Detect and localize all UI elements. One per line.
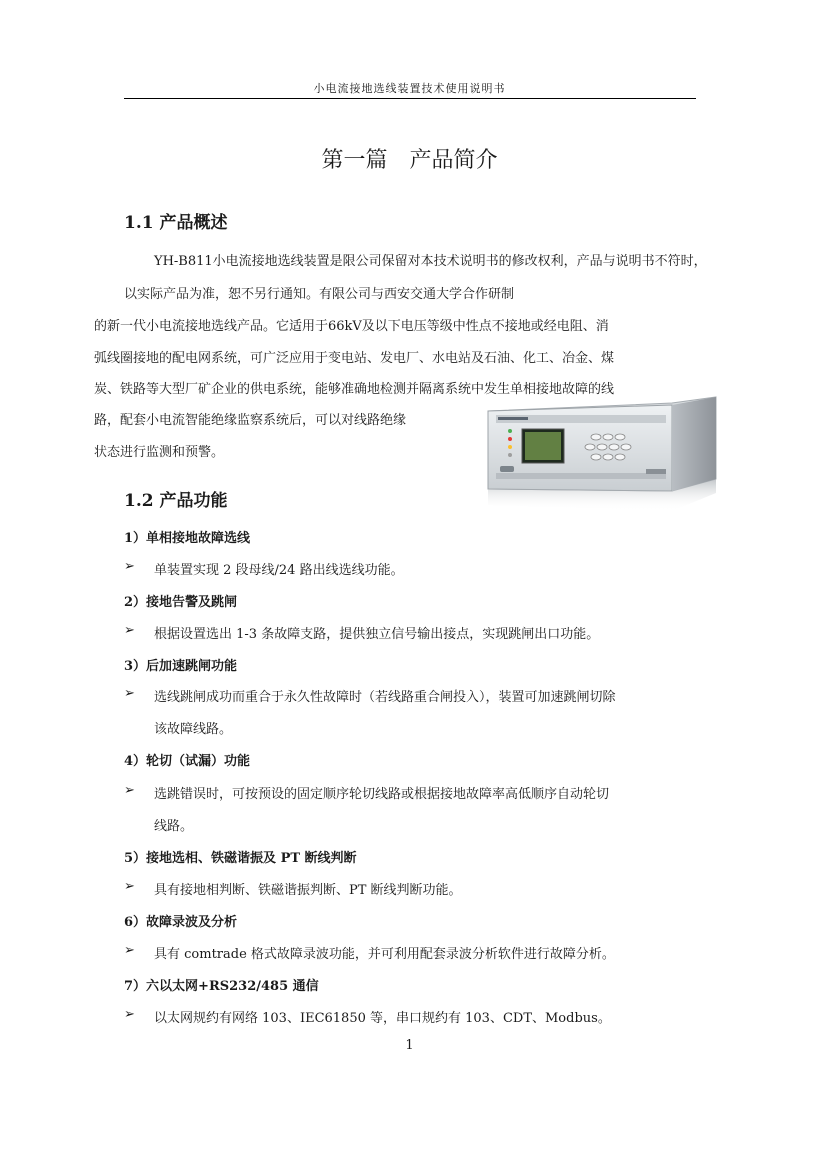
overview-line-5: 炭、铁路等大型厂矿企业的供电系统，能够准确地检测并隔离系统中发生单相接地故障的线 [94,382,615,397]
overview-line-6: 路，配套小电流智能绝缘监察系统后，可以对线路绝缘 [94,413,407,428]
function-title-2: 2）接地告警及跳闸 [124,595,238,610]
function-line: 单装置实现 2 段母线/24 路出线选线功能。 [154,563,404,578]
bullet-mark: ➢ [124,879,135,894]
function-line: 根据设置选出 1-3 条故障支路，提供独立信号输出接点，实现跳闸出口功能。 [154,627,600,642]
function-line: 以太网规约有网络 103、IEC61850 等，串口规约有 103、CDT、Modbus。 [154,1011,611,1026]
overview-line-2: 以实际产品为准，恕不另行通知。有限公司与西安交通大学合作研制 [124,287,515,302]
function-line: 具有接地相判断、铁磁谐振判断、PT 断线判断功能。 [154,883,462,898]
function-line: 选跳错误时，可按预设的固定顺序轮切线路或根据接地故障率高低顺序自动轮切 [154,787,610,802]
header-rule [124,98,696,99]
bullet-mark: ➢ [124,1007,135,1022]
function-title-3: 3）后加速跳闸功能 [124,659,238,674]
overview-line-4: 弧线圈接地的配电网系统，可广泛应用于变电站、发电厂、水电站及石油、化工、冶金、煤 [94,351,615,366]
overview-line-1: YH-B811小电流接地选线装置是限公司保留对本技术说明书的修改权利，产品与说明书不符时， [154,254,707,269]
function-title-6: 6）故障录波及分析 [124,915,238,930]
bullet-mark: ➢ [124,559,135,574]
section-heading-overview: 1.1 产品概述 [124,213,228,233]
running-header: 小电流接地选线装置技术使用说明书 [313,82,506,95]
document-title: 第一篇 产品简介 [321,148,498,173]
overview-line-7: 状态进行监测和预警。 [94,445,225,460]
bullet-mark: ➢ [124,943,135,958]
function-title-4: 4）轮切（试漏）功能 [124,754,251,769]
bullet-mark: ➢ [124,623,135,638]
section-heading-functions: 1.2 产品功能 [124,491,228,511]
function-line: 线路。 [154,819,194,834]
function-title-5: 5）接地选相、铁磁谐振及 PT 断线判断 [124,851,357,866]
function-line: 选线跳闸成功而重合于永久性故障时（若线路重合闸投入），装置可加速跳闸切除 [154,690,616,705]
function-line: 具有 comtrade 格式故障录波功能，并可利用配套录波分析软件进行故障分析。 [154,947,615,962]
overview-line-3: 的新一代小电流接地选线产品。它适用于66kV及以下电压等级中性点不接地或经电阻、消 [94,319,609,334]
function-title-7: 7）六以太网+RS232/485 通信 [124,979,319,994]
device-photo [486,393,718,557]
function-line: 该故障线路。 [154,722,233,737]
function-title-1: 1）单相接地故障选线 [124,531,251,546]
page-number: 1 [405,1038,414,1053]
bullet-mark: ➢ [124,686,135,701]
bullet-mark: ➢ [124,783,135,798]
